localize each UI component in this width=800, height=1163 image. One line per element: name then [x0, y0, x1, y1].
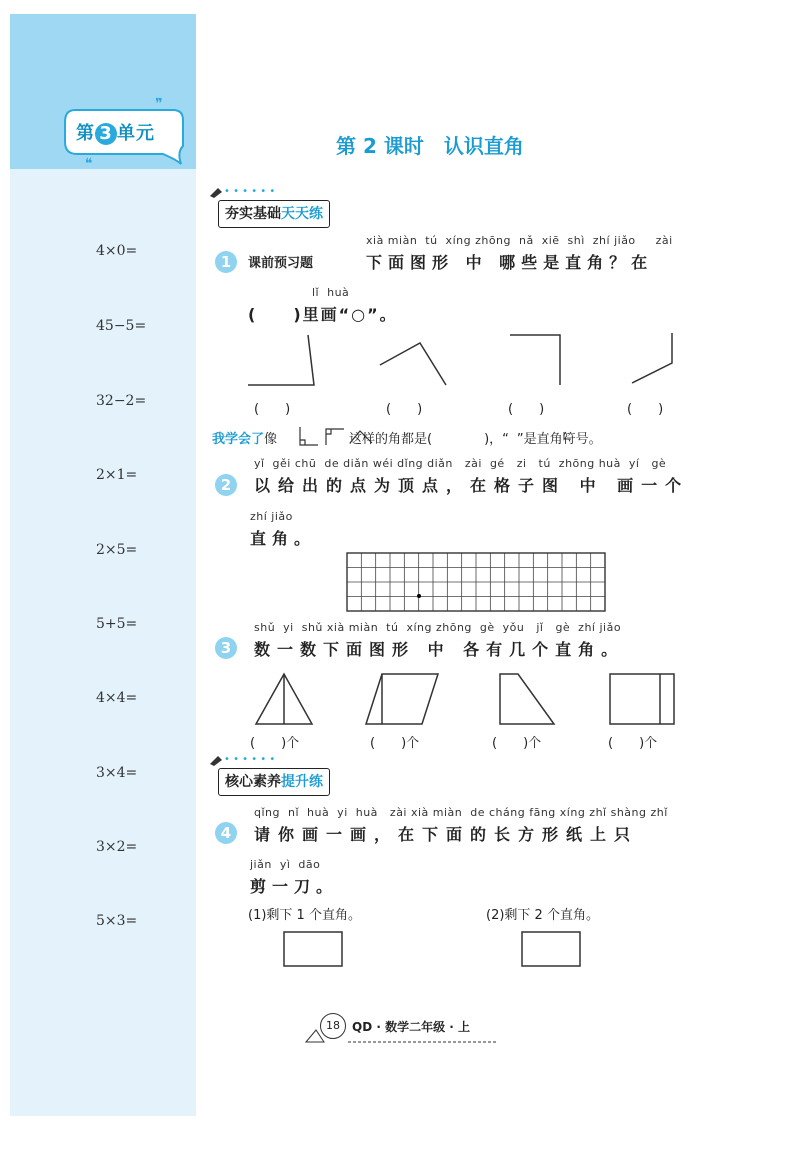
question-number: 4	[215, 822, 237, 844]
q1-text-line1: 下面图形 中 哪些是直角？在	[366, 253, 654, 272]
mental-math-item: 2×1=	[96, 467, 138, 483]
mental-math-item: 45−5=	[96, 318, 147, 334]
q1-answer-blank[interactable]: ( )	[627, 402, 664, 417]
q4-text-line2: 剪一刀。	[250, 877, 339, 896]
svg-text:• • • • • •: • • • • • •	[224, 754, 276, 765]
q3-answer-blank[interactable]: ( )个	[608, 736, 658, 751]
q1-angle-figures	[240, 325, 690, 395]
q4-pinyin-line1: qǐng nǐ huà yi huà zài xià miàn de cháng fāng xíng zhǐ shàng zhǐ	[254, 806, 668, 819]
mental-math-item: 3×2=	[96, 839, 138, 855]
q2-text-line2: 直角。	[250, 529, 317, 548]
q4-text-line1: 请你画一画，在下面的长方形纸上只	[254, 825, 639, 844]
q2-pinyin-line2: zhí jiǎo	[250, 510, 293, 523]
pencil-icon	[208, 752, 276, 766]
q3-text-line1: 数一数下面图形 中 各有几个直角。	[254, 640, 625, 659]
mental-math-item: 4×0=	[96, 243, 138, 259]
angle-examples-icon	[296, 425, 376, 447]
right-angle-symbol-icon	[562, 430, 574, 442]
lesson-title: 第 2 课时 认识直角	[336, 134, 524, 158]
mental-math-item: 3×4=	[96, 765, 138, 781]
section-core-practice: 核心素养提升练	[218, 768, 330, 796]
mental-math-item: 4×4=	[96, 690, 138, 706]
q1-answer-blank[interactable]: ( )	[386, 402, 423, 417]
q4-sub-question-1: (1)剩下 1 个直角。	[248, 908, 361, 923]
svg-text:❞: ❞	[155, 96, 163, 112]
q3-answer-blank[interactable]: ( )个	[370, 736, 420, 751]
mental-math-item: 5+5=	[96, 616, 138, 632]
sidebar	[10, 14, 196, 1116]
q1-prefix: 课前预习题	[248, 256, 314, 271]
unit-label: 第 3 单元	[76, 123, 155, 144]
q4-rectangle-paper-1[interactable]	[282, 930, 346, 968]
svg-text:• • • • • •: • • • • • •	[224, 186, 276, 197]
q3-shape-figures	[248, 668, 688, 730]
q2-grid-paper[interactable]	[346, 552, 608, 614]
question-number: 3	[215, 637, 237, 659]
q4-pinyin-line2: jiǎn yì dāo	[250, 858, 321, 871]
page-number: 18	[320, 1013, 346, 1039]
mental-math-item: 32−2=	[96, 393, 147, 409]
q2-pinyin-line1: yǐ gěi chū de diǎn wéi dǐng diǎn zài gé zi tú zhōng huà yí gè	[254, 457, 667, 470]
q1-pinyin-line1: xià miàn tú xíng zhōng nǎ xiē shì zhí jiǎo zài	[366, 234, 673, 247]
q1-answer-blank[interactable]: ( )	[508, 402, 545, 417]
q3-answer-blank[interactable]: ( )个	[250, 736, 300, 751]
q1-answer-blank[interactable]: ( )	[254, 402, 291, 417]
question-number: 1	[215, 251, 237, 273]
q4-rectangle-paper-2[interactable]	[520, 930, 584, 968]
question-number: 2	[215, 474, 237, 496]
book-title: QD · 数学二年级 · 上	[352, 1020, 470, 1034]
svg-text:❝: ❝	[85, 156, 93, 172]
learned-note: 我学会了像 这样的角都是( )，“ ”是直角符号。	[212, 432, 602, 447]
q4-sub-question-2: (2)剩下 2 个直角。	[486, 908, 599, 923]
q1-pinyin-line2: lǐ huà	[312, 286, 350, 299]
q1-text-line2: ( )里画“○”。	[248, 305, 398, 324]
section-basic-practice: 夯实基础天天练	[218, 200, 330, 228]
q2-text-line1: 以给出的点为顶点，在格子图 中 画一个	[254, 476, 690, 495]
q3-pinyin-line1: shǔ yi shǔ xià miàn tú xíng zhōng gè yǒu jǐ gè zhí jiǎo	[254, 621, 622, 634]
pencil-icon	[208, 184, 276, 198]
q3-answer-blank[interactable]: ( )个	[492, 736, 542, 751]
mental-math-item: 5×3=	[96, 913, 138, 929]
mental-math-item: 2×5=	[96, 542, 138, 558]
